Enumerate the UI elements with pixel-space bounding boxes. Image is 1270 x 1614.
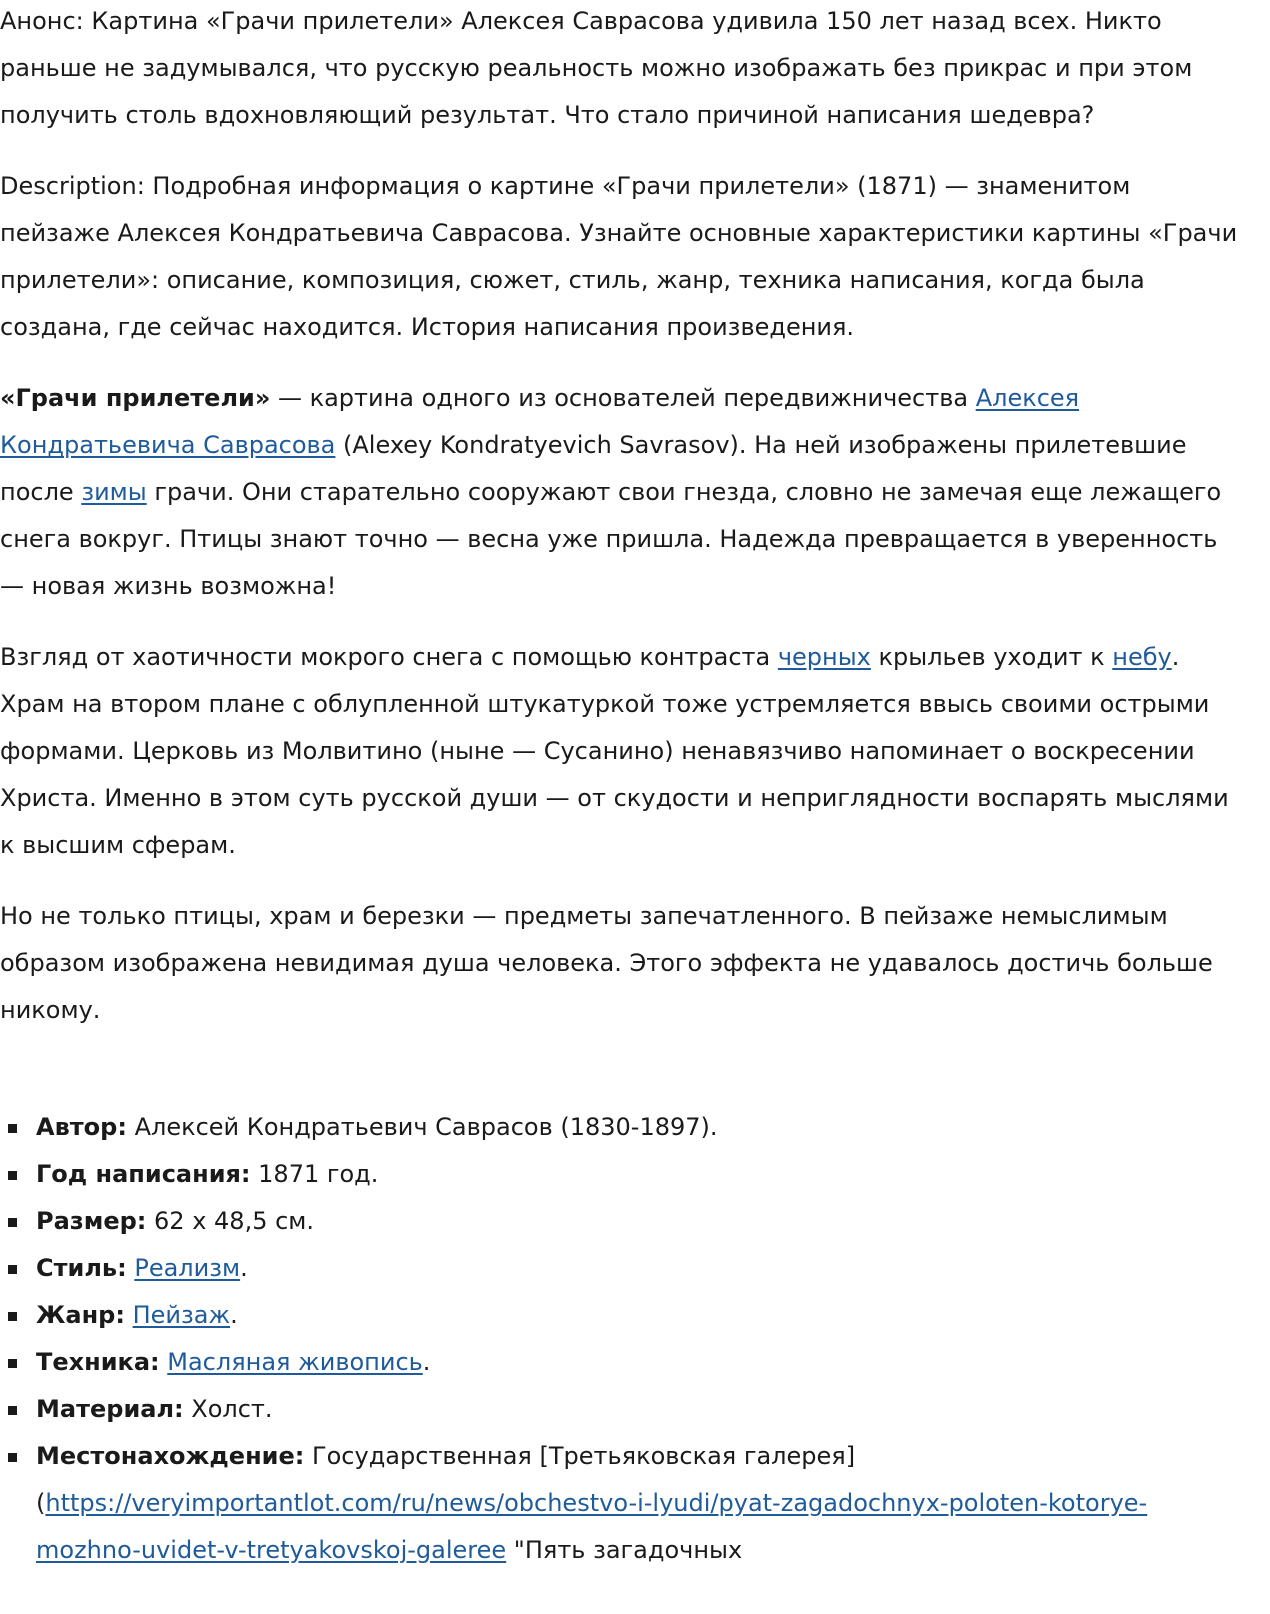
description-text: Description: Подробная информация о картине «Грачи прилетели» (1871) — знаменитом пейзаже Алексея Кондратьевича Саврасова. Узнайте основные характеристики картины «Грачи прилетели»: описание, композиция, сюжет, стиль, жанр, техника написания, когда была создана, где сейчас находится. История написания произведения. (0, 172, 1238, 341)
composition-paragraph (0, 634, 1240, 869)
spec-location (36, 1433, 1240, 1574)
spec-value: Государственная [Третьяковская галерея] ( (36, 1442, 856, 1517)
spec-material (36, 1386, 1240, 1433)
bullet-icon (8, 1124, 17, 1133)
bullet-icon (8, 1171, 17, 1180)
spec-author (36, 1104, 1240, 1151)
spec-label: Местонахождение: (36, 1442, 305, 1470)
soul-paragraph (0, 893, 1240, 1034)
spec-label: Год написания: (36, 1160, 251, 1188)
intro-text-3: грачи. Они старательно сооружают свои гнезда, словно не замечая еще лежащего снега вокруг. Птицы знают точно — весна уже пришла. Надежда превращается в уверенность — новая жизнь возможна! (0, 478, 1222, 600)
spec-end: "Пять загадочных (506, 1536, 743, 1564)
spec-end: . (230, 1301, 238, 1329)
spec-value: 1871 год. (250, 1160, 379, 1188)
intro-paragraph (0, 375, 1240, 610)
bullet-icon (8, 1406, 17, 1415)
spec-value: 62 x 48,5 см. (146, 1207, 315, 1235)
black-link[interactable]: черных (777, 643, 871, 671)
technique-link[interactable]: Масляная живопись (167, 1348, 423, 1376)
spec-label: Жанр: (36, 1301, 125, 1329)
intro-text-1: — картина одного из основателей передвижничества (270, 384, 976, 412)
spec-value: Холст. (183, 1395, 273, 1423)
announcement-paragraph (0, 0, 1240, 139)
composition-text-3: . Храм на втором плане с облупленной штукатуркой тоже устремляется ввысь своими острыми формами. Церковь из Молвитино (ныне — Сусанино) ненавязчиво напоминает о воскресении Христа. Именно в этом суть русской души — от скудости и неприглядности воспарять мыслями к высшим сферам. (0, 643, 1229, 859)
soul-text: Но не только птицы, храм и березки — предметы запечатленного. В пейзаже немыслимым образом изображена невидимая душа человека. Этого эффекта не удавалось достичь больше никому. (0, 902, 1213, 1024)
description-paragraph (0, 163, 1240, 351)
spec-genre (36, 1292, 1240, 1339)
specs-list (0, 1104, 1240, 1574)
spec-style (36, 1245, 1240, 1292)
bullet-icon (8, 1218, 17, 1227)
painting-title: «Грачи прилетели» (0, 384, 271, 412)
composition-text-2: крыльев уходит к (870, 643, 1113, 671)
spec-size (36, 1198, 1240, 1245)
sky-link[interactable]: небу (1112, 643, 1172, 671)
spec-end: . (240, 1254, 248, 1282)
spec-label: Стиль: (36, 1254, 127, 1282)
bullet-icon (8, 1265, 17, 1274)
bullet-icon (8, 1312, 17, 1321)
author-link[interactable]: Алексея Кондратьевича Саврасова (0, 384, 1080, 459)
spec-label: Техника: (36, 1348, 160, 1376)
gallery-link[interactable]: https://veryimportantlot.com/ru/news/obchestvo-i-lyudi/pyat-zagadochnyx-poloten-kotorye-mozhno-uvidet-v-tretyakovskoj-galeree (36, 1489, 1148, 1564)
spacer (0, 1058, 1240, 1104)
spec-label: Автор: (36, 1113, 127, 1141)
spec-label: Материал: (36, 1395, 184, 1423)
spec-label: Размер: (36, 1207, 147, 1235)
genre-link[interactable]: Пейзаж (132, 1301, 231, 1329)
winter-link[interactable]: зимы (81, 478, 147, 506)
spec-end: . (422, 1348, 431, 1376)
composition-text-1: Взгляд от хаотичности мокрого снега с помощью контраста (0, 643, 778, 671)
intro-text-2: (Alexey Kondratyevich Savrasov). На ней изображены прилетевшие после (0, 431, 1187, 506)
announcement-text: Анонс: Картина «Грачи прилетели» Алексея Саврасова удивила 150 лет назад всех. Никто раньше не задумывался, что русскую реальность можно изображать без прикрас и при этом получить столь вдохновляющий результат. Что стало причиной написания шедевра? (0, 7, 1193, 129)
bullet-icon (8, 1359, 17, 1368)
spec-year (36, 1151, 1240, 1198)
style-link[interactable]: Реализм (134, 1254, 241, 1282)
bullet-icon (8, 1453, 17, 1462)
spec-technique (36, 1339, 1240, 1386)
spec-value: Алексей Кондратьевич Саврасов (1830-1897). (126, 1113, 718, 1141)
